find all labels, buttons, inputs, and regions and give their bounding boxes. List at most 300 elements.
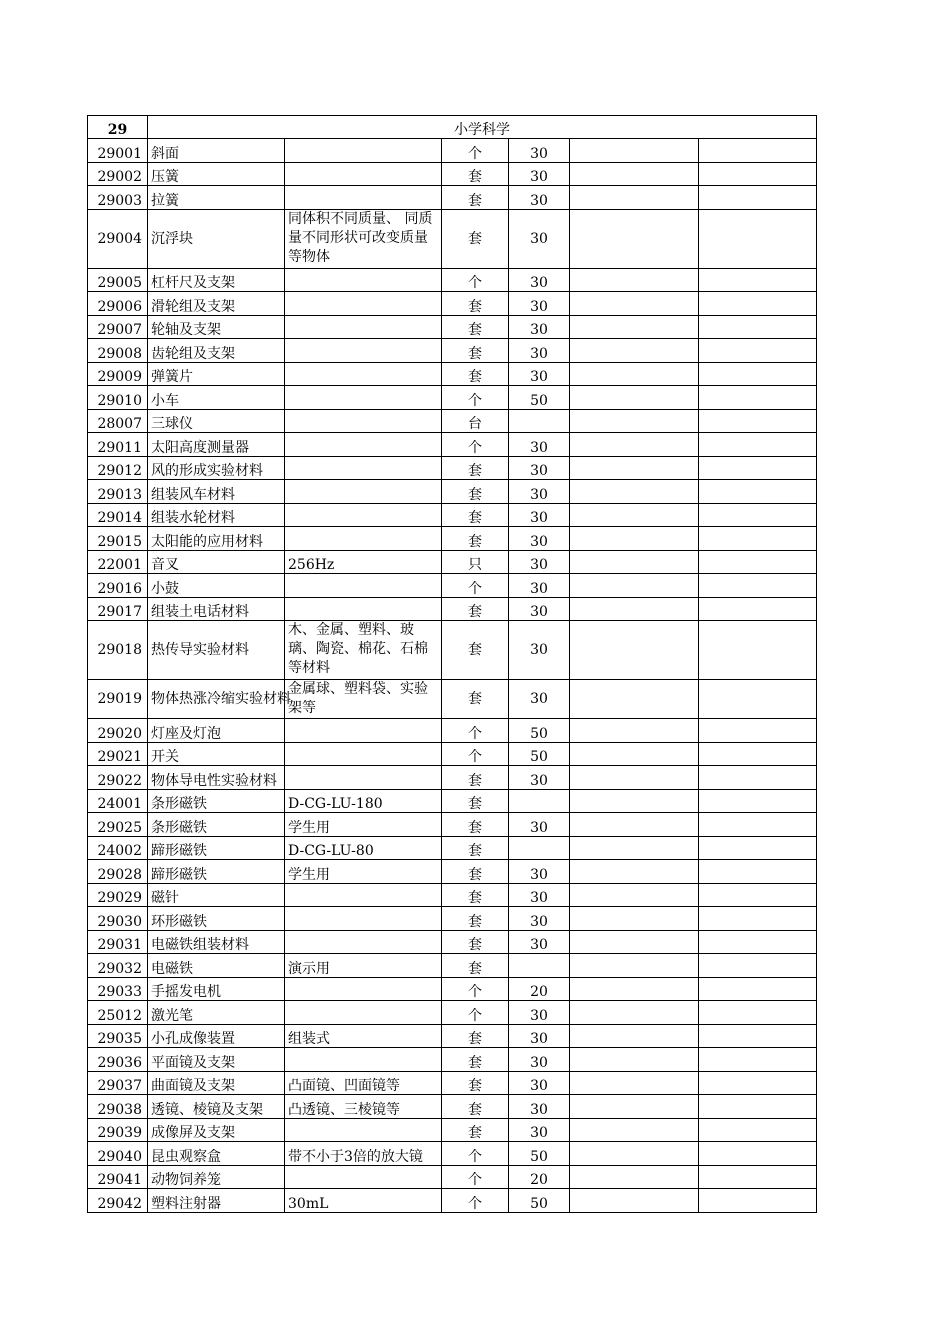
item-unit: 套 <box>442 883 509 907</box>
table-row <box>88 433 817 457</box>
empty-cell-a <box>570 1095 699 1119</box>
empty-cell-a <box>570 977 699 1001</box>
item-quantity <box>509 409 570 433</box>
item-code: 29020 <box>88 719 148 743</box>
item-spec: 木、金属、塑料、玻璃、陶瓷、棉花、石棉等材料 <box>285 621 442 680</box>
item-name: 昆虫观察盒 <box>148 1142 285 1166</box>
item-code: 29019 <box>88 680 148 719</box>
item-unit: 套 <box>442 480 509 504</box>
table-row <box>88 1165 817 1189</box>
empty-cell-a <box>570 268 699 292</box>
item-quantity: 50 <box>509 742 570 766</box>
item-spec: 组装式 <box>285 1024 442 1048</box>
item-code: 29012 <box>88 456 148 480</box>
empty-cell-a <box>570 186 699 210</box>
empty-cell-b <box>699 574 817 598</box>
table-row <box>88 860 817 884</box>
item-code: 29005 <box>88 268 148 292</box>
item-name: 滑轮组及支架 <box>148 292 285 316</box>
item-code: 29028 <box>88 860 148 884</box>
item-spec <box>285 1048 442 1072</box>
item-quantity: 30 <box>509 621 570 680</box>
empty-cell-a <box>570 836 699 860</box>
item-code: 29007 <box>88 315 148 339</box>
empty-cell-b <box>699 621 817 680</box>
item-spec <box>285 597 442 621</box>
item-spec: D-CG-LU-180 <box>285 789 442 813</box>
empty-cell-b <box>699 1118 817 1142</box>
item-name: 齿轮组及支架 <box>148 339 285 363</box>
item-quantity <box>509 954 570 978</box>
item-unit: 套 <box>442 162 509 186</box>
table-row <box>88 742 817 766</box>
empty-cell-b <box>699 315 817 339</box>
item-unit: 套 <box>442 1071 509 1095</box>
item-spec <box>285 930 442 954</box>
table-row <box>88 362 817 386</box>
item-code: 29041 <box>88 1165 148 1189</box>
empty-cell-a <box>570 574 699 598</box>
item-quantity: 30 <box>509 186 570 210</box>
item-quantity <box>509 789 570 813</box>
item-quantity: 30 <box>509 1024 570 1048</box>
empty-cell-b <box>699 1189 817 1213</box>
section-number: 29 <box>88 116 148 139</box>
item-code: 29033 <box>88 977 148 1001</box>
item-name: 平面镜及支架 <box>148 1048 285 1072</box>
item-name: 拉簧 <box>148 186 285 210</box>
item-unit: 台 <box>442 409 509 433</box>
table-row <box>88 186 817 210</box>
item-quantity: 20 <box>509 1165 570 1189</box>
item-unit: 个 <box>442 1001 509 1025</box>
item-unit: 套 <box>442 680 509 719</box>
empty-cell-a <box>570 789 699 813</box>
section-title: 小学科学 <box>148 116 817 139</box>
item-quantity: 30 <box>509 339 570 363</box>
item-spec: 带不小于3倍的放大镜 <box>285 1142 442 1166</box>
item-code: 24002 <box>88 836 148 860</box>
item-spec <box>285 883 442 907</box>
empty-cell-a <box>570 680 699 719</box>
item-spec <box>285 719 442 743</box>
item-code: 29032 <box>88 954 148 978</box>
item-name: 太阳高度测量器 <box>148 433 285 457</box>
item-unit: 套 <box>442 813 509 837</box>
item-code: 24001 <box>88 789 148 813</box>
item-spec <box>285 1001 442 1025</box>
empty-cell-b <box>699 930 817 954</box>
item-name: 三球仪 <box>148 409 285 433</box>
table-row <box>88 680 817 719</box>
empty-cell-a <box>570 930 699 954</box>
item-spec <box>285 456 442 480</box>
table-row <box>88 1189 817 1213</box>
empty-cell-b <box>699 292 817 316</box>
item-spec <box>285 574 442 598</box>
table-row <box>88 139 817 163</box>
item-unit: 套 <box>442 860 509 884</box>
item-name: 小孔成像装置 <box>148 1024 285 1048</box>
section-header-row <box>88 116 817 139</box>
item-quantity: 50 <box>509 386 570 410</box>
table-row <box>88 315 817 339</box>
item-quantity: 30 <box>509 597 570 621</box>
item-code: 29016 <box>88 574 148 598</box>
item-spec: 学生用 <box>285 860 442 884</box>
item-spec <box>285 433 442 457</box>
item-name: 环形磁铁 <box>148 907 285 931</box>
item-name: 组装风车材料 <box>148 480 285 504</box>
empty-cell-a <box>570 742 699 766</box>
table-row <box>88 386 817 410</box>
item-unit: 个 <box>442 719 509 743</box>
item-unit: 套 <box>442 1024 509 1048</box>
item-unit: 个 <box>442 1165 509 1189</box>
item-code: 29022 <box>88 766 148 790</box>
empty-cell-b <box>699 186 817 210</box>
item-unit: 套 <box>442 292 509 316</box>
empty-cell-a <box>570 503 699 527</box>
item-quantity: 30 <box>509 1095 570 1119</box>
item-quantity: 30 <box>509 480 570 504</box>
table-row <box>88 1118 817 1142</box>
table-row <box>88 597 817 621</box>
empty-cell-a <box>570 433 699 457</box>
table-row <box>88 292 817 316</box>
empty-cell-a <box>570 209 699 268</box>
empty-cell-b <box>699 1001 817 1025</box>
empty-cell-b <box>699 550 817 574</box>
empty-cell-b <box>699 456 817 480</box>
item-unit: 套 <box>442 1118 509 1142</box>
item-quantity: 30 <box>509 930 570 954</box>
item-quantity: 30 <box>509 907 570 931</box>
item-spec <box>285 766 442 790</box>
item-quantity: 30 <box>509 766 570 790</box>
item-quantity: 30 <box>509 209 570 268</box>
item-name: 风的形成实验材料 <box>148 456 285 480</box>
empty-cell-b <box>699 162 817 186</box>
item-name: 磁针 <box>148 883 285 907</box>
empty-cell-a <box>570 315 699 339</box>
item-quantity: 30 <box>509 1048 570 1072</box>
item-quantity: 30 <box>509 1001 570 1025</box>
item-spec <box>285 162 442 186</box>
empty-cell-b <box>699 1024 817 1048</box>
item-code: 29030 <box>88 907 148 931</box>
empty-cell-b <box>699 977 817 1001</box>
table-row <box>88 550 817 574</box>
item-spec <box>285 409 442 433</box>
empty-cell-a <box>570 719 699 743</box>
item-name: 热传导实验材料 <box>148 621 285 680</box>
item-quantity: 30 <box>509 1071 570 1095</box>
item-quantity: 30 <box>509 860 570 884</box>
item-name: 杠杆尺及支架 <box>148 268 285 292</box>
table-row <box>88 930 817 954</box>
item-spec: 金属球、塑料袋、实验架等 <box>285 680 442 719</box>
item-name: 小车 <box>148 386 285 410</box>
item-code: 29036 <box>88 1048 148 1072</box>
item-code: 29021 <box>88 742 148 766</box>
item-unit: 个 <box>442 268 509 292</box>
item-name: 音叉 <box>148 550 285 574</box>
empty-cell-a <box>570 339 699 363</box>
item-name: 弹簧片 <box>148 362 285 386</box>
table-row <box>88 209 817 268</box>
table-row <box>88 954 817 978</box>
item-name: 电磁铁组装材料 <box>148 930 285 954</box>
table-row <box>88 883 817 907</box>
item-spec <box>285 139 442 163</box>
item-unit: 套 <box>442 954 509 978</box>
empty-cell-a <box>570 597 699 621</box>
item-code: 29039 <box>88 1118 148 1142</box>
empty-cell-b <box>699 503 817 527</box>
empty-cell-a <box>570 1048 699 1072</box>
item-code: 29031 <box>88 930 148 954</box>
item-code: 29008 <box>88 339 148 363</box>
table-row <box>88 527 817 551</box>
item-spec <box>285 339 442 363</box>
empty-cell-b <box>699 860 817 884</box>
empty-cell-b <box>699 719 817 743</box>
empty-cell-a <box>570 292 699 316</box>
item-spec <box>285 503 442 527</box>
item-unit: 套 <box>442 1095 509 1119</box>
table-row <box>88 719 817 743</box>
table-row <box>88 339 817 363</box>
table-row <box>88 1071 817 1095</box>
item-quantity: 30 <box>509 813 570 837</box>
item-spec <box>285 1118 442 1142</box>
item-name: 组装土电话材料 <box>148 597 285 621</box>
table-row <box>88 480 817 504</box>
item-spec: 同体积不同质量、 同质量不同形状可改变质量等物体 <box>285 209 442 268</box>
item-quantity: 30 <box>509 162 570 186</box>
item-quantity: 20 <box>509 977 570 1001</box>
item-spec: D-CG-LU-80 <box>285 836 442 860</box>
item-spec <box>285 742 442 766</box>
empty-cell-a <box>570 813 699 837</box>
item-name: 曲面镜及支架 <box>148 1071 285 1095</box>
item-quantity: 50 <box>509 1189 570 1213</box>
empty-cell-b <box>699 362 817 386</box>
empty-cell-a <box>570 139 699 163</box>
item-code: 29009 <box>88 362 148 386</box>
item-unit: 个 <box>442 433 509 457</box>
item-spec <box>285 907 442 931</box>
item-unit: 套 <box>442 362 509 386</box>
item-code: 29011 <box>88 433 148 457</box>
empty-cell-a <box>570 883 699 907</box>
item-code: 29001 <box>88 139 148 163</box>
item-quantity: 30 <box>509 574 570 598</box>
table-row <box>88 813 817 837</box>
empty-cell-b <box>699 409 817 433</box>
empty-cell-b <box>699 789 817 813</box>
table-row <box>88 621 817 680</box>
item-name: 压簧 <box>148 162 285 186</box>
empty-cell-a <box>570 527 699 551</box>
item-quantity: 30 <box>509 680 570 719</box>
item-spec <box>285 527 442 551</box>
item-code: 22001 <box>88 550 148 574</box>
item-unit: 个 <box>442 1142 509 1166</box>
empty-cell-a <box>570 1142 699 1166</box>
item-unit: 个 <box>442 977 509 1001</box>
item-unit: 套 <box>442 836 509 860</box>
item-quantity: 30 <box>509 433 570 457</box>
item-name: 成像屏及支架 <box>148 1118 285 1142</box>
empty-cell-a <box>570 480 699 504</box>
item-quantity: 30 <box>509 550 570 574</box>
table-row <box>88 456 817 480</box>
empty-cell-a <box>570 1118 699 1142</box>
table-row <box>88 574 817 598</box>
item-unit: 套 <box>442 186 509 210</box>
item-name: 透镜、棱镜及支架 <box>148 1095 285 1119</box>
item-code: 29004 <box>88 209 148 268</box>
item-quantity: 30 <box>509 315 570 339</box>
item-quantity <box>509 836 570 860</box>
item-name: 蹄形磁铁 <box>148 860 285 884</box>
item-quantity: 30 <box>509 1118 570 1142</box>
empty-cell-a <box>570 162 699 186</box>
item-quantity: 30 <box>509 503 570 527</box>
item-quantity: 50 <box>509 719 570 743</box>
item-spec <box>285 186 442 210</box>
empty-cell-a <box>570 550 699 574</box>
item-spec: 30mL <box>285 1189 442 1213</box>
item-spec: 学生用 <box>285 813 442 837</box>
item-name: 太阳能的应用材料 <box>148 527 285 551</box>
item-name: 物体导电性实验材料 <box>148 766 285 790</box>
item-spec: 凸透镜、三棱镜等 <box>285 1095 442 1119</box>
empty-cell-a <box>570 456 699 480</box>
item-name: 小鼓 <box>148 574 285 598</box>
item-quantity: 30 <box>509 883 570 907</box>
table-row <box>88 789 817 813</box>
table-row <box>88 162 817 186</box>
item-unit: 个 <box>442 139 509 163</box>
item-name: 物体热涨冷缩实验材料 <box>148 680 285 719</box>
item-name: 手摇发电机 <box>148 977 285 1001</box>
empty-cell-b <box>699 907 817 931</box>
item-unit: 套 <box>442 766 509 790</box>
item-code: 29013 <box>88 480 148 504</box>
empty-cell-b <box>699 339 817 363</box>
item-code: 29010 <box>88 386 148 410</box>
item-code: 29029 <box>88 883 148 907</box>
empty-cell-b <box>699 766 817 790</box>
empty-cell-b <box>699 1165 817 1189</box>
empty-cell-b <box>699 527 817 551</box>
item-spec: 256Hz <box>285 550 442 574</box>
item-quantity: 30 <box>509 362 570 386</box>
empty-cell-a <box>570 386 699 410</box>
table-row <box>88 907 817 931</box>
item-unit: 套 <box>442 789 509 813</box>
item-name: 沉浮块 <box>148 209 285 268</box>
item-quantity: 50 <box>509 1142 570 1166</box>
table-row <box>88 977 817 1001</box>
item-code: 29018 <box>88 621 148 680</box>
item-name: 蹄形磁铁 <box>148 836 285 860</box>
table-row <box>88 1095 817 1119</box>
item-name: 轮轴及支架 <box>148 315 285 339</box>
item-spec: 凸面镜、凹面镜等 <box>285 1071 442 1095</box>
item-unit: 套 <box>442 209 509 268</box>
item-unit: 套 <box>442 315 509 339</box>
item-spec <box>285 386 442 410</box>
item-code: 29014 <box>88 503 148 527</box>
item-spec <box>285 977 442 1001</box>
item-quantity: 30 <box>509 292 570 316</box>
item-spec <box>285 315 442 339</box>
empty-cell-a <box>570 1165 699 1189</box>
empty-cell-a <box>570 409 699 433</box>
empty-cell-a <box>570 1024 699 1048</box>
empty-cell-a <box>570 621 699 680</box>
table-row <box>88 1024 817 1048</box>
item-code: 28007 <box>88 409 148 433</box>
item-unit: 只 <box>442 550 509 574</box>
item-spec <box>285 292 442 316</box>
empty-cell-a <box>570 907 699 931</box>
empty-cell-b <box>699 597 817 621</box>
item-code: 25012 <box>88 1001 148 1025</box>
empty-cell-b <box>699 954 817 978</box>
item-spec <box>285 1165 442 1189</box>
item-name: 斜面 <box>148 139 285 163</box>
item-code: 29002 <box>88 162 148 186</box>
item-name: 塑料注射器 <box>148 1189 285 1213</box>
item-unit: 套 <box>442 907 509 931</box>
item-unit: 套 <box>442 456 509 480</box>
empty-cell-b <box>699 386 817 410</box>
item-name: 灯座及灯泡 <box>148 719 285 743</box>
item-unit: 个 <box>442 574 509 598</box>
table-row <box>88 503 817 527</box>
item-unit: 个 <box>442 1189 509 1213</box>
empty-cell-b <box>699 1071 817 1095</box>
table-row <box>88 268 817 292</box>
item-spec <box>285 268 442 292</box>
table-row <box>88 1048 817 1072</box>
item-code: 29037 <box>88 1071 148 1095</box>
item-unit: 套 <box>442 597 509 621</box>
empty-cell-b <box>699 268 817 292</box>
item-code: 29006 <box>88 292 148 316</box>
empty-cell-b <box>699 1095 817 1119</box>
empty-cell-a <box>570 766 699 790</box>
equipment-table <box>87 115 817 1213</box>
table-row <box>88 1001 817 1025</box>
item-code: 29025 <box>88 813 148 837</box>
table-row <box>88 766 817 790</box>
item-quantity: 30 <box>509 268 570 292</box>
empty-cell-a <box>570 1189 699 1213</box>
empty-cell-b <box>699 433 817 457</box>
item-unit: 套 <box>442 527 509 551</box>
item-name: 条形磁铁 <box>148 789 285 813</box>
empty-cell-b <box>699 209 817 268</box>
item-code: 29042 <box>88 1189 148 1213</box>
item-quantity: 30 <box>509 456 570 480</box>
empty-cell-a <box>570 1071 699 1095</box>
